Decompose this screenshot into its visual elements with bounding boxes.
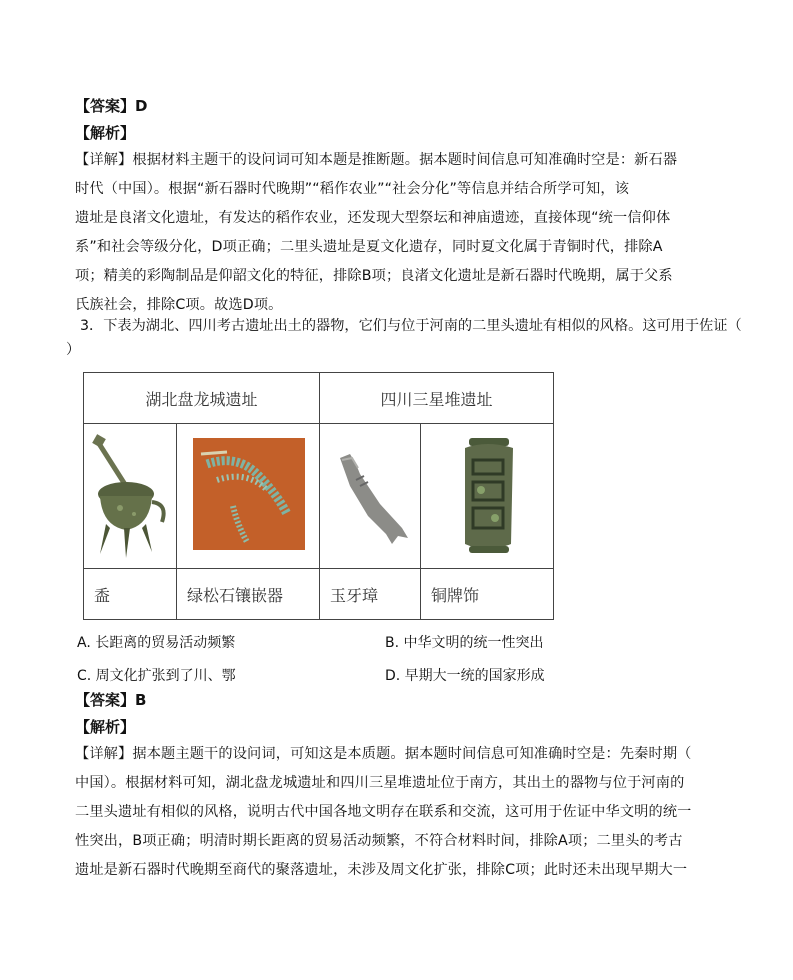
option-b: B. 中华文明的统一性突出 (385, 635, 544, 651)
he-vessel-image (84, 424, 177, 569)
q2-answer (75, 96, 147, 116)
q2-answer-label: 【答案】 (75, 97, 136, 115)
q3-detail-line: 性突出，B项正确；明清时期长距离的贸易活动频繁，不符合材料时间，排除A项；二里头的考古 (75, 833, 683, 849)
site-header-panlongcheng: 湖北盘龙城遗址 (84, 373, 320, 424)
q2-detail-line: 系”和社会等级分化，D项正确；二里头遗址是夏文化遗存，同时夏文化属于青铜时代，排除A (75, 239, 663, 255)
q3-answer (75, 690, 146, 710)
q2-detail-line: 氏族社会，排除C项。故选D项。 (75, 297, 283, 313)
q2-detail (75, 146, 678, 320)
q3-detail-line: 二里头遗址有相似的风格，说明古代中国各地文明存在联系和交流，这可用于佐证中华文明的统一 (75, 804, 692, 820)
option-a: A. 长距离的贸易活动频繁 (77, 635, 236, 651)
q3-detail-line: 【详解】据本题主题干的设问词，可知这是本质题。据本题时间信息可知准确时空是：先秦时期（ (75, 746, 692, 762)
bronze-plaque-image (421, 424, 554, 569)
q3-detail-line: 中国）。根据材料可知，湖北盘龙城遗址和四川三星堆遗址位于南方，其出土的器物与位于河南的 (75, 775, 685, 791)
item-name-turquoise-inlay: 绿松石镶嵌器 (177, 569, 320, 620)
q2-detail-line: 项；精美的彩陶制品是仰韶文化的特征，排除B项；良渚文化遗址是新石器时代晚期，属于父系 (75, 268, 673, 284)
q3-answer-label: 【答案】 (75, 691, 136, 709)
q2-detail-line: 【详解】根据材料主题干的设问词可知本题是推断题。据本题时间信息可知准确时空是：新石器 (75, 152, 678, 168)
site-header-sanxingdui: 四川三星堆遗址 (320, 373, 554, 424)
option-d: D. 早期大一统的国家形成 (385, 668, 545, 684)
item-name-he: 盉 (84, 569, 177, 620)
q2-answer-value: D (135, 97, 148, 115)
q3-analysis-label: 【解析】 (75, 718, 136, 736)
q3-detail (75, 740, 692, 885)
q2-detail-line: 遗址是良渚文化遗址，有发达的稻作农业，还发现大型祭坛和神庙遗迹，直接体现“统一信仰体 (75, 210, 671, 226)
turquoise-inlay-image (177, 424, 320, 569)
q2-detail-line: 时代（中国）。根据“新石器时代晚期”“稻作农业”“社会分化”等信息并结合所学可知，该 (75, 181, 630, 197)
item-name-jade-yazhang: 玉牙璋 (320, 569, 421, 620)
artifact-table (83, 372, 554, 620)
q3-detail-line: 遗址是新石器时代晚期至商代的聚落遗址，未涉及周文化扩张，排除C项；此时还未出现早期大一 (75, 862, 688, 878)
q2-analysis-label: 【解析】 (75, 124, 136, 142)
jade-yazhang-image (320, 424, 421, 569)
q3-answer-value: B (135, 691, 147, 709)
q3-stem-cont: ） (66, 342, 81, 358)
option-c: C. 周文化扩张到了川、鄂 (77, 668, 236, 684)
item-name-bronze-plaque: 铜牌饰 (421, 569, 554, 620)
q3-stem: 3．下表为湖北、四川考古遗址出土的器物，它们与位于河南的二里头遗址有相似的风格。这可用于佐证（ (80, 318, 742, 334)
